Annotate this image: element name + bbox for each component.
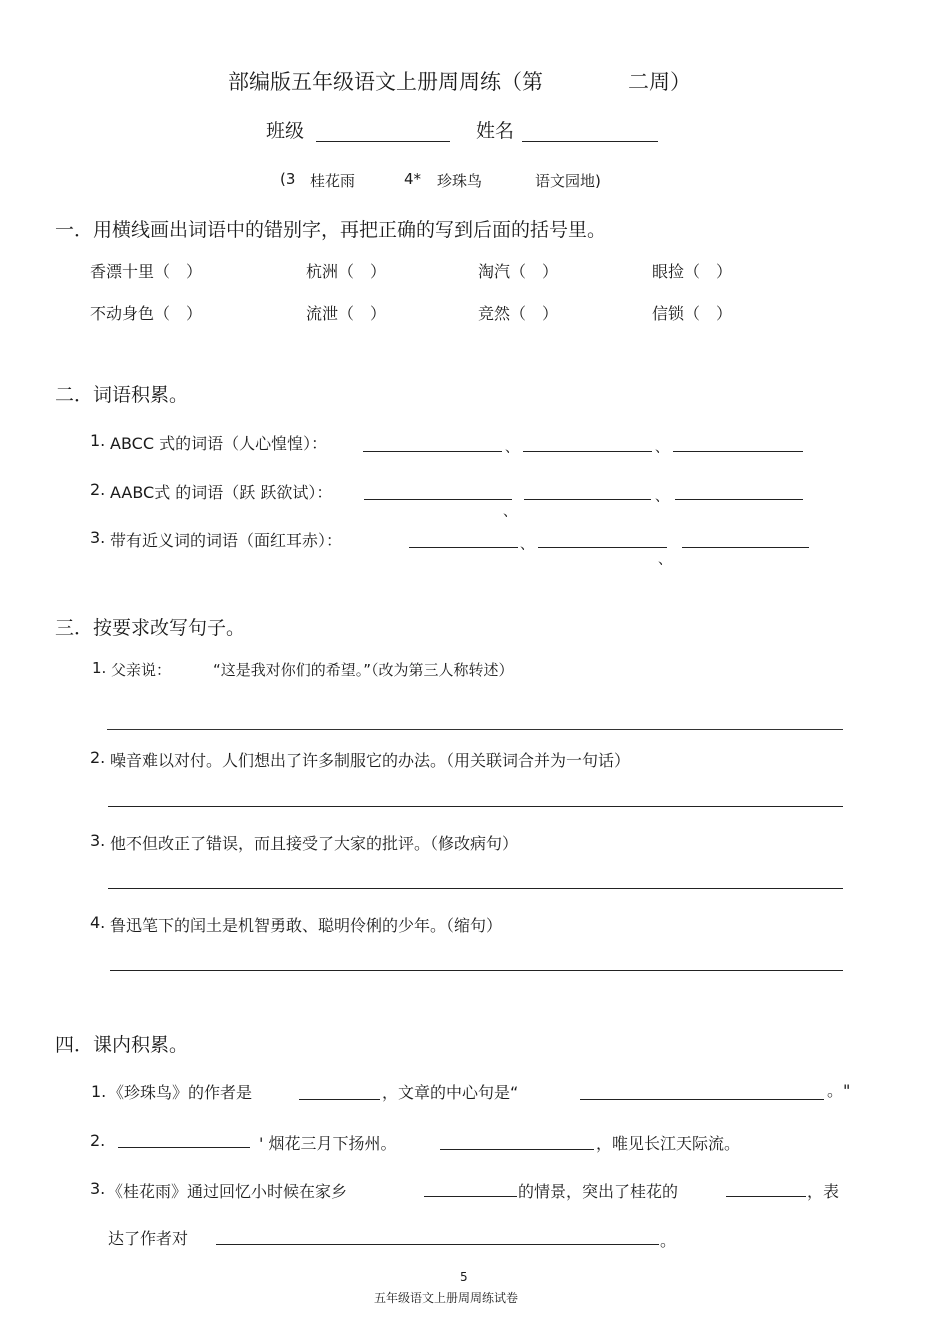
question-text: AABC式 的词语（跃 跃欲试）：	[110, 483, 333, 502]
question-number: 1.	[92, 659, 107, 677]
word-item[interactable]: 淘汽（ ）	[478, 262, 559, 281]
footer-caption: 五年级语文上册周周练试卷	[374, 1291, 519, 1305]
class-field[interactable]	[316, 141, 450, 142]
word-item[interactable]: 竞然（ ）	[478, 304, 559, 323]
question-text: ' 烟花三月下扬州。	[259, 1134, 397, 1153]
lesson-item: 4*	[404, 170, 422, 188]
separator: 、	[655, 440, 669, 456]
page-title: 部编版五年级语文上册周周练（第	[228, 70, 543, 94]
answer-line[interactable]	[363, 451, 502, 452]
question-number: 3.	[90, 831, 106, 850]
answer-line[interactable]	[726, 1196, 806, 1197]
question-text: ，唯见长江天际流。	[596, 1134, 741, 1153]
name-label: 姓名	[476, 120, 515, 142]
answer-line[interactable]	[108, 888, 843, 889]
word-item[interactable]: 杭洲（ ）	[306, 262, 387, 281]
question-quote: “这是我对你们的希望。”（改为第三人称转述）	[213, 661, 514, 679]
separator: 、	[655, 489, 669, 505]
question-text: 鲁迅笔下的闰土是机智勇敢、聪明伶俐的少年。（缩句）	[110, 916, 503, 935]
section3-heading: 三．按要求改写句子。	[55, 617, 246, 639]
question-number: 4.	[90, 913, 106, 932]
word-item[interactable]: 眼捡（ ）	[652, 262, 733, 281]
answer-line[interactable]	[216, 1244, 659, 1245]
question-text: 达了作者对	[108, 1229, 189, 1248]
answer-line[interactable]	[118, 1147, 250, 1148]
lesson-item: 桂花雨	[310, 172, 356, 190]
answer-line[interactable]	[110, 970, 843, 971]
lesson-item: (3	[280, 170, 296, 188]
question-number: 3.	[90, 528, 106, 547]
section1-heading: 一．用横线画出词语中的错别字，再把正确的写到后面的括号里。	[55, 219, 607, 241]
word-item[interactable]: 流泄（ ）	[306, 304, 387, 323]
answer-line[interactable]	[682, 547, 809, 548]
question-text: 父亲说：	[111, 661, 172, 679]
question-text: 《珍珠鸟》的作者是	[108, 1083, 253, 1102]
separator: 、	[520, 537, 534, 553]
separator: 、	[503, 504, 517, 520]
word-item[interactable]: 香漂十里（ ）	[90, 262, 203, 281]
question-number: 2.	[90, 748, 106, 767]
answer-line[interactable]	[409, 547, 518, 548]
answer-line[interactable]	[107, 729, 843, 730]
question-text: 。"	[827, 1081, 851, 1100]
question-number: 2.	[90, 480, 106, 499]
section4-heading: 四．课内积累。	[55, 1034, 189, 1056]
answer-line[interactable]	[580, 1099, 824, 1100]
question-number: 3.	[90, 1179, 106, 1198]
answer-line[interactable]	[675, 499, 803, 500]
question-text: 噪音难以对付。人们想出了许多制服它的办法。（用关联词合并为一句话）	[110, 751, 631, 770]
question-number: 1.	[91, 1082, 107, 1101]
answer-line[interactable]	[673, 451, 803, 452]
question-number: 2.	[90, 1131, 106, 1150]
word-item[interactable]: 不动身色（ ）	[90, 304, 203, 323]
question-text: ，表	[807, 1182, 840, 1201]
answer-line[interactable]	[523, 451, 652, 452]
separator: 、	[658, 552, 672, 568]
page-title-week: 二周）	[628, 70, 691, 94]
section2-heading: 二．词语积累。	[55, 384, 189, 406]
question-text: ，文章的中心句是“	[382, 1083, 519, 1102]
question-text: 他不但改正了错误，而且接受了大家的批评。（修改病句）	[110, 834, 519, 853]
answer-line[interactable]	[424, 1196, 517, 1197]
question-number: 1.	[90, 431, 106, 450]
answer-line[interactable]	[440, 1149, 594, 1150]
answer-line[interactable]	[108, 806, 843, 807]
answer-line[interactable]	[524, 499, 651, 500]
answer-line[interactable]	[299, 1099, 380, 1100]
question-text: 《桂花雨》通过回忆小时候在家乡	[107, 1182, 348, 1201]
class-label: 班级	[266, 120, 305, 142]
name-field[interactable]	[522, 141, 658, 142]
page-number: 5	[460, 1270, 468, 1284]
word-item[interactable]: 信锁（ ）	[652, 304, 733, 323]
lesson-item: 语文园地)	[535, 172, 601, 190]
question-text: 的情景，突出了桂花的	[518, 1182, 679, 1201]
question-text: 带有近义词的词语（面红耳赤）：	[110, 531, 343, 550]
answer-line[interactable]	[538, 547, 667, 548]
lesson-item: 珍珠鸟	[437, 172, 483, 190]
question-text: 。	[660, 1231, 677, 1250]
answer-line[interactable]	[364, 499, 512, 500]
separator: 、	[505, 440, 519, 456]
question-text: ABCC 式的词语（人心惶惶）：	[110, 434, 328, 453]
